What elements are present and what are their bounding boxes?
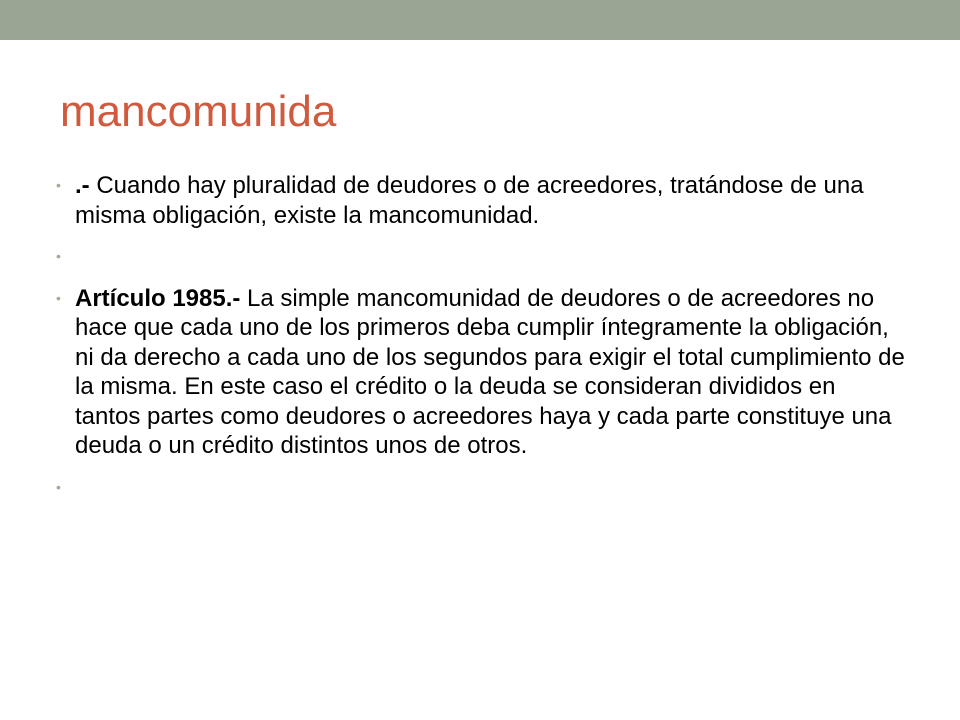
bullet-lead: Artículo 1985.- — [75, 284, 241, 312]
bullet-item-3 — [56, 284, 906, 461]
bullet-lead: .- — [75, 172, 90, 199]
top-accent-bar — [0, 0, 960, 40]
bullet-dot-icon: • — [56, 289, 61, 306]
bullet-dot-icon: • — [56, 177, 61, 193]
slide-title: mancomunida — [60, 87, 337, 136]
bullet-item-4 — [56, 473, 906, 503]
bullet-dot-icon: • — [56, 248, 61, 264]
bullet-text: Cuando hay pluralidad de deudores o de acreedores, tratándose de una misma obligación, existe la mancomunidad. — [75, 172, 864, 229]
bullet-list — [56, 171, 906, 502]
bullet-item-2 — [56, 242, 906, 272]
bullet-dot-icon: • — [56, 478, 61, 495]
bullet-item-1 — [56, 171, 906, 230]
bullet-text: La simple mancomunidad de deudores o de acreedores no hace que cada uno de los primeros deba cumplir íntegramente la obligación, ni da derecho a cada uno de los segundos para exigir el total cumplimiento de la misma. En este caso el crédito o la deuda se consideran divididos en tantos partes como deudores o acreedores haya y cada parte constituye una deuda o un crédito distintos unos de otros. — [75, 284, 905, 459]
